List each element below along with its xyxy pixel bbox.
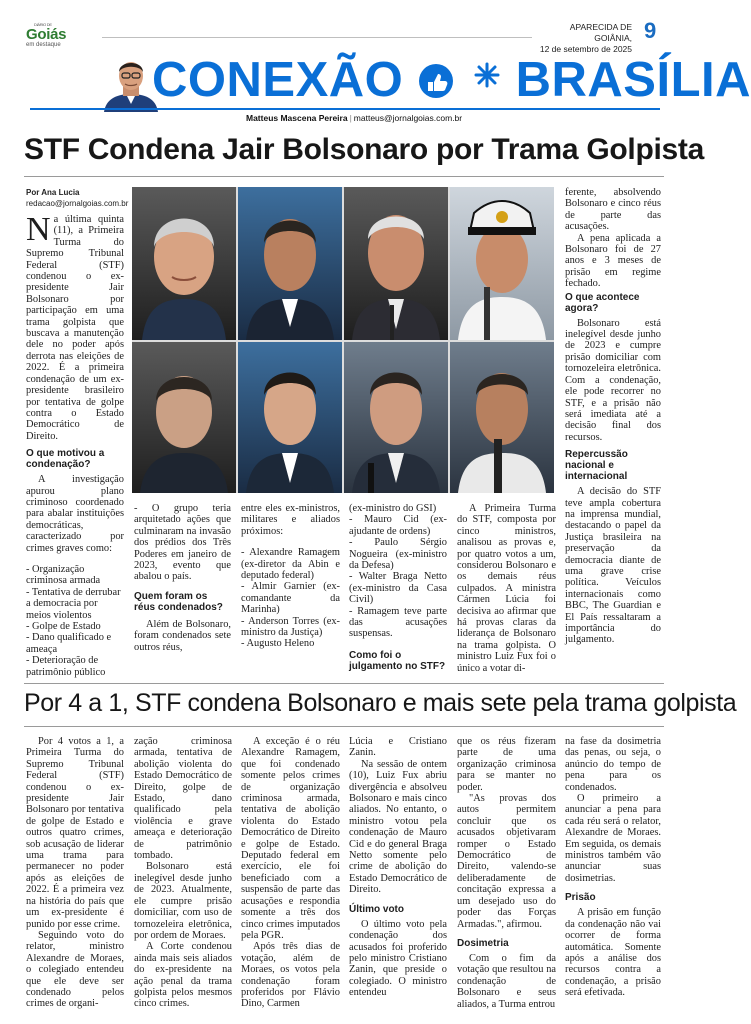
photo-bolsonaro bbox=[132, 187, 236, 340]
byline bbox=[26, 187, 128, 209]
article2-column-1 bbox=[26, 736, 124, 1010]
subhead-trial: Como foi o julgamento no STF? bbox=[349, 649, 446, 672]
defendants-photos bbox=[132, 187, 554, 493]
paragraph: zação criminosa armada, tentativa de abolição violenta do Estado Democrático de Direito, golpe de Estado, dano qualificado pela violência e grave ameaça e deterioração de patrimônio tombado. bbox=[134, 736, 232, 862]
article1-column-2 bbox=[134, 503, 231, 653]
column-title bbox=[152, 50, 751, 110]
newspaper-logo bbox=[26, 22, 67, 43]
paragraph: A exceção é o réu Alexandre Ramagem, que foi condenado somente pelos crimes de organização criminosa armada, tentativa de abolição violenta do Estado Democrático de Direito e golpe de Estado. Deputado federal em exercício, ele foi beneficiado com a suspensão de parte das acusações e respondia somente a três dos cinco crimes imputados pela PGR. bbox=[241, 736, 340, 941]
paragraph: entre eles ex-ministros, militares e aliados próximos: bbox=[241, 503, 340, 537]
paragraph: Bolsonaro está inelegível desde junho de 2023 e cumpre prisão domiciliar com tornozeleira eletrônica. Com a condenação, ele pode recorrer no STF, e a prisão não será imediata até a decisão final dos recursos. bbox=[565, 317, 661, 443]
article2-column-5 bbox=[457, 736, 556, 1010]
columnist-name: Matteus Mascena Pereira bbox=[246, 113, 348, 123]
article1-column-4 bbox=[349, 503, 447, 676]
subhead-motivation: O que motivou a condenação? bbox=[26, 448, 105, 471]
columnist-email: matteus@jornalgoias.com.br bbox=[353, 113, 463, 123]
logo-subtitle: em destaque bbox=[26, 42, 61, 48]
headline-secondary: Por 4 a 1, STF condena Bolsonaro e mais sete pela trama golpista bbox=[24, 689, 737, 717]
paragraph: A decisão do STF teve ampla cobertura na imprensa mundial, destacando o papel da Justiça brasileira na preservação da democracia diante de uma grave crise política. Veículos internacionais como BBC, The Guardian e El País ressaltaram a importância do julgamento. bbox=[565, 486, 661, 646]
photo-paulo-sergio bbox=[450, 342, 554, 493]
header-divider bbox=[102, 37, 532, 38]
photo-cid bbox=[344, 342, 448, 493]
article2-column-6 bbox=[565, 736, 661, 999]
defendants-photo-grid bbox=[132, 187, 554, 493]
paragraph: A Corte condenou ainda mais seis aliados do ex-presidente na ação penal da trama golpista pelos mesmos cinco crimes. bbox=[134, 941, 232, 1010]
photo-torres bbox=[132, 342, 236, 493]
section-divider bbox=[24, 683, 664, 684]
drop-cap: N bbox=[26, 211, 51, 248]
paragraph: A investigação apurou plano criminoso coordenado para abalar instituições democráticas, caracterizado por crimes graves como: bbox=[26, 474, 124, 554]
thumb-icon bbox=[417, 62, 455, 100]
photo-braga-netto bbox=[238, 187, 342, 340]
paragraph: que os réus fizeram parte de uma organização criminosa para se manter no poder. bbox=[457, 736, 556, 793]
paragraph: Seguindo voto do relator, ministro Alexandre de Moraes, o colegiado entendeu que ele deve ser condenado pelos crimes de organi- bbox=[26, 929, 124, 1010]
headline-main: STF Condena Jair Bolsonaro por Trama Golpista bbox=[24, 133, 704, 166]
article2-column-4 bbox=[349, 736, 447, 999]
paragraph: Bolsonaro está inelegível desde junho de 2023. Atualmente, ele cumpre prisão domiciliar, com uso de tornozeleira eletrônica, por ordem de Moraes. bbox=[134, 861, 232, 941]
byline-email: redacao@jornalgoias.com.br bbox=[26, 199, 129, 208]
photo-heleno bbox=[344, 187, 448, 340]
date: 12 de setembro de 2025 bbox=[539, 44, 632, 54]
column-divider bbox=[30, 108, 660, 110]
paragraph: A pena aplicada a Bolsonaro foi de 27 anos e 3 meses de prisão em regime fechado. bbox=[565, 232, 661, 290]
article1-column-1 bbox=[26, 211, 124, 678]
subhead-last-vote: Último voto bbox=[349, 903, 404, 915]
headline-divider bbox=[24, 726, 664, 727]
paragraph: A Primeira Turma do STF, composta por cinco ministros, analisou as provas e, por quatro votos a um, considerou Bolsonaro e os demais réus culpados. A ministra Cármen Lúcia foi decisiva ao afirmar que há provas claras da liderança de Bolsonaro na trama golpista. O ministro Luiz Fux foi o único a votar di- bbox=[457, 503, 556, 674]
photo-ramagem bbox=[238, 342, 342, 493]
paragraph: ferente, absolvendo Bolsonaro e cinco réus de parte das acusações. bbox=[565, 187, 661, 233]
byline-name: Por Ana Lucia bbox=[26, 188, 80, 197]
article1-column-3 bbox=[241, 503, 340, 650]
quote-paragraph: "As provas dos autos permitem concluir que os acusados objetivaram romper o Estado Democrático de Direito, valendo-se deliberadamente de concitação expressa a um desejado uso do poder das Forças Armadas.", afirmou. bbox=[457, 793, 556, 930]
paragraph: - O grupo teria arquitetado ações que culminaram na invasão dos prédios dos Três Poderes em janeiro de 2023, evento que abalou o país. bbox=[134, 503, 231, 583]
subhead-repercussion: Repercussão nacional e internacional bbox=[565, 449, 628, 483]
paragraph: Por 4 votos a 1, a Primeira Turma do Supremo Tribunal Federal (STF) condenou o ex-presidente Jair Bolsonaro por tentativa de golpe de Estado e outros quatro crimes, sob acusação de liderar uma trama para permanecer no poder após as eleições de 2022. É a primeira vez na história do país que um ex-presidente é punido por esse crime. bbox=[26, 736, 124, 930]
column-title-part2: BRASÍLIA bbox=[515, 53, 751, 107]
paragraph: na fase da dosimetria das penas, ou seja, o anúncio do tempo de pena para os condenados. bbox=[565, 736, 661, 793]
article2-column-2 bbox=[134, 736, 232, 1010]
page-number: 9 bbox=[644, 18, 657, 43]
logo-text: Goiás bbox=[26, 26, 67, 43]
paragraph: A prisão em função da condenação não vai ocorrer de forma automática. Somente após a análise dos recursos contra a condenação, a prisão será efetivada. bbox=[565, 907, 661, 999]
defendant-list: - Alexandre Ramagem (ex-diretor da Abin e deputado federal) - Almir Garnier (ex-comandante da Marinha) - Anderson Torres (ex-ministro da Justiça) - Augusto Heleno bbox=[241, 547, 340, 650]
subhead-next-steps: O que acontece agora? bbox=[565, 291, 640, 314]
crime-list: - Organização criminosa armada - Tentativa de derrubar a democracia por meios violentos - Golpe de Estado - Dano qualificado e ameaça - Deterioração de patrimônio público bbox=[26, 563, 121, 678]
article1-column-5 bbox=[457, 503, 556, 674]
paragraph: Lúcia e Cristiano Zanin. bbox=[349, 736, 447, 759]
photo-garnier bbox=[450, 187, 554, 340]
paragraph: O último voto pela condenação dos acusados foi proferido pelo ministro Cristiano Zanin, que preside o colegiado. O ministro entendeu bbox=[349, 918, 447, 999]
defendant-list-continued: (ex-ministro do GSI) - Mauro Cid (ex-ajudante de ordens) - Paulo Sérgio Nogueira (ex-ministro da Defesa) - Walter Braga Netto (ex-ministro da Casa Civil) - Ramagem teve parte das acusações suspensas. bbox=[349, 503, 447, 640]
column-title-part1: CONEXÃO bbox=[152, 53, 404, 107]
paragraph: Na sessão de ontem (10), Luiz Fux abriu divergência e absolveu Bolsonaro e mais cinco aliados. No entanto, o ministro votou pela condenação de Mauro Cid e do general Braga Netto somente pelo crime de abolição do Estado Democrático de Direito. bbox=[349, 758, 447, 896]
paragraph: O primeiro a anunciar a pena para cada réu será o relator, Alexandre de Moraes. Em seguida, os demais ministros também vão anunciar suas dosimetrias. bbox=[565, 793, 661, 884]
columnist-credit: Matteus Mascena Pereira | matteus@jornalgoias.com.br bbox=[246, 113, 463, 123]
star-icon bbox=[474, 62, 500, 88]
article2-column-3 bbox=[241, 736, 340, 1010]
paragraph: Após três dias de votação, além de Moraes, os votos pela condenação foram proferidos por Flávio Dino, Carmen bbox=[241, 941, 340, 1010]
paragraph: Além de Bolsonaro, foram condenados sete outros réus, bbox=[134, 618, 231, 653]
logo-tag: DIÁRIO DE bbox=[34, 22, 52, 27]
lead-paragraph: a última quinta (11), a Primeira Turma do Supremo Tribunal Federal (STF) condenou o ex-presidente Jair Bolsonaro por participação em uma trama golpista que buscava a manutenção dele no poder após derrota nas eleições de 2022. É a primeira condenação de um ex-presidente brasileiro por tentativa de golpe contra o Estado Democrático de Direito. bbox=[26, 214, 124, 442]
subhead-defendants: Quem foram os réus condenados? bbox=[134, 590, 223, 613]
subhead-prison: Prisão bbox=[565, 892, 596, 904]
subhead-dosimetry: Dosimetria bbox=[457, 937, 509, 949]
article1-column-6 bbox=[565, 187, 661, 646]
headline-divider bbox=[24, 176, 664, 177]
city: APARECIDA DE GOIÂNIA, bbox=[569, 22, 632, 43]
paragraph: Com o fim da votação que resultou na condenação de Bolsonaro e seus aliados, a Turma entrou bbox=[457, 952, 556, 1010]
